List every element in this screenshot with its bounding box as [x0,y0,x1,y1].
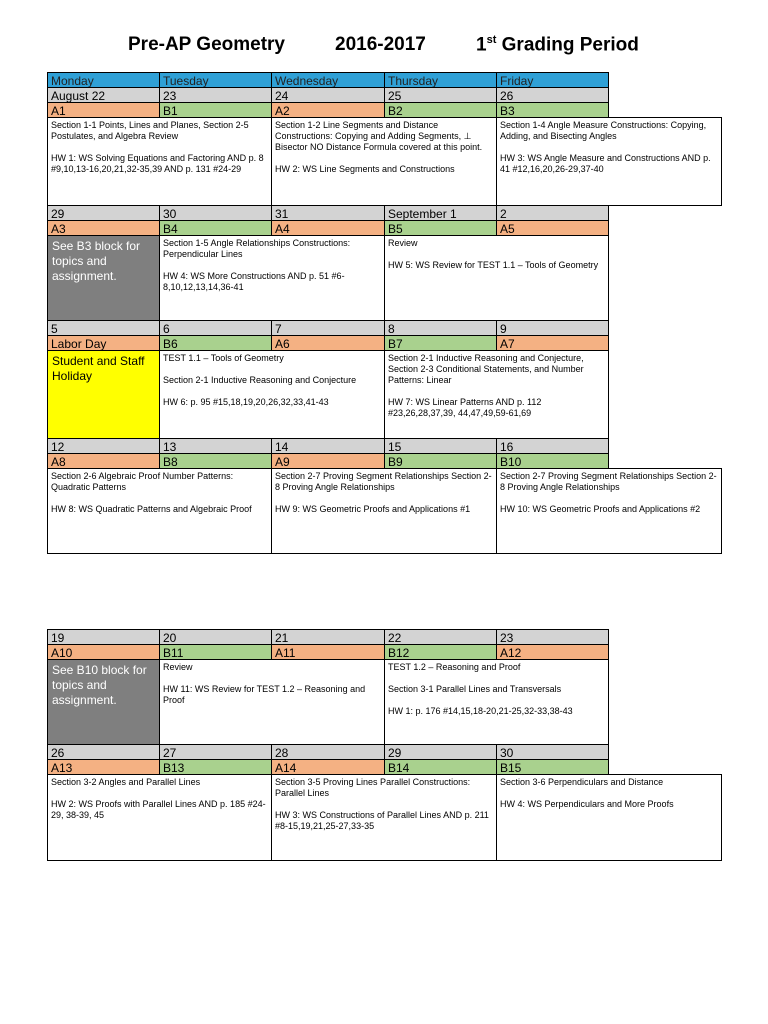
header-wednesday: Wednesday [271,72,385,88]
lesson-topic: Section 1-4 Angle Measure Constructions: Copying, Adding, and Bisecting Angles [500,120,707,141]
block-cell: B8 [159,453,272,469]
lesson-cell [159,350,385,439]
school-year: 2016-2017 [335,34,426,55]
block-cell: A1 [47,102,160,118]
date-cell: 9 [496,320,609,336]
date-cell: 20 [159,629,272,645]
lesson-topic: Section 3-2 Angles and Parallel Lines [51,777,201,787]
block-cell: B1 [159,102,272,118]
date-cell: 21 [271,629,385,645]
date-cell: 28 [271,744,385,760]
date-cell: 26 [496,87,609,103]
lesson-cell [47,117,272,206]
block-cell: B14 [384,759,497,775]
block-cell: A6 [271,335,385,351]
lesson-homework: HW 1: WS Solving Equations and Factoring AND p. 8 #9,10,13-16,20,21,32-35,39 AND p. 131 #24-29 [51,153,264,174]
lesson-homework: HW 6: p. 95 #15,18,19,20,26,32,33,41-43 [163,397,329,407]
date-cell: 24 [271,87,385,103]
lesson-homework: HW 1: p. 176 #14,15,18-20,21-25,32-33,38-43 [388,706,573,716]
block-cell: A13 [47,759,160,775]
course-title: Pre-AP Geometry [128,34,285,55]
lesson-topic: Section 1-5 Angle Relationships Constructions: Perpendicular Lines [163,238,351,259]
lesson-cell [496,774,722,861]
lesson-cell [159,235,385,321]
date-cell: 13 [159,438,272,454]
page-title [0,34,768,62]
lesson-topic: Section 3-1 Parallel Lines and Transversals [388,684,562,694]
lesson-cell [271,468,497,554]
date-cell: 29 [47,205,160,221]
date-cell: 26 [47,744,160,760]
lesson-homework: HW 9: WS Geometric Proofs and Applications #1 [275,504,471,514]
lesson-cell [496,117,722,206]
date-cell: 7 [271,320,385,336]
lesson-topic: Section 2-6 Algebraic Proof Number Patterns: Quadratic Patterns [51,471,234,492]
lesson-topic: Section 2-7 Proving Segment Relationships Section 2-8 Proving Angle Relationships [500,471,717,492]
lesson-topic: Section 1-2 Line Segments and Distance Constructions: Copying and Adding Segments, ⊥ Bisector NO Distance Formula covered at this point. [275,120,483,152]
header-monday: Monday [47,72,160,88]
lesson-homework: HW 3: WS Constructions of Parallel Lines AND p. 211 #8-15,19,21,25-27,33-35 [275,810,489,831]
lesson-homework: HW 8: WS Quadratic Patterns and Algebraic Proof [51,504,252,514]
date-cell: 31 [271,205,385,221]
block-cell: B13 [159,759,272,775]
block-cell: A7 [496,335,609,351]
lesson-cell [271,774,497,861]
block-cell: A12 [496,644,609,660]
header-thursday: Thursday [384,72,497,88]
block-cell: B5 [384,220,497,236]
date-cell: 2 [496,205,609,221]
see-block-note: See B3 block for topics and assignment. [47,235,160,321]
lesson-cell [496,468,722,554]
block-cell: B2 [384,102,497,118]
date-cell: 15 [384,438,497,454]
date-cell: 19 [47,629,160,645]
lesson-topic: Section 2-1 Inductive Reasoning and Conjecture, Section 2-3 Conditional Statements, and Number Patterns: Linear [388,353,584,385]
lesson-homework: HW 4: WS Perpendiculars and More Proofs [500,799,674,809]
block-cell: A9 [271,453,385,469]
lesson-homework: HW 4: WS More Constructions AND p. 51 #6-8,10,12,13,14,36-41 [163,271,345,292]
lesson-topic: Section 1-1 Points, Lines and Planes, Section 2-5 Postulates, and Algebra Review [51,120,249,141]
block-cell: B11 [159,644,272,660]
lesson-homework: HW 2: WS Line Segments and Constructions [275,164,455,174]
block-cell: A14 [271,759,385,775]
lesson-homework: HW 2: WS Proofs with Parallel Lines AND p. 185 #24-29, 38-39, 45 [51,799,266,820]
lesson-homework: HW 10: WS Geometric Proofs and Applications #2 [500,504,701,514]
block-cell: B3 [496,102,609,118]
lesson-topic: TEST 1.2 – Reasoning and Proof [388,662,521,672]
lesson-homework: HW 7: WS Linear Patterns AND p. 112 #23,26,28,37,39, 44,47,49,59-61,69 [388,397,542,418]
date-cell: 22 [384,629,497,645]
block-cell: A2 [271,102,385,118]
lesson-topic: Review [388,238,418,248]
lesson-topic: Review [163,662,193,672]
lesson-cell [271,117,497,206]
date-cell: 12 [47,438,160,454]
lesson-topic: Section 3-6 Perpendiculars and Distance [500,777,664,787]
block-cell: A3 [47,220,160,236]
block-cell: A8 [47,453,160,469]
date-cell: 27 [159,744,272,760]
lesson-cell [384,235,609,321]
date-cell: 5 [47,320,160,336]
block-cell: Labor Day [47,335,160,351]
header-tuesday: Tuesday [159,72,272,88]
date-cell: 16 [496,438,609,454]
block-cell: B6 [159,335,272,351]
header-friday: Friday [496,72,609,88]
see-block-note: See B10 block for topics and assignment. [47,659,160,745]
lesson-cell [47,774,272,861]
block-cell: B12 [384,644,497,660]
lesson-topic: Section 2-1 Inductive Reasoning and Conjecture [163,375,357,385]
date-cell: August 22 [47,87,160,103]
lesson-cell [159,659,385,745]
block-cell: B7 [384,335,497,351]
block-cell: A5 [496,220,609,236]
block-cell: B15 [496,759,609,775]
lesson-cell [384,350,609,439]
block-cell: B10 [496,453,609,469]
date-cell: 23 [159,87,272,103]
lesson-cell [384,659,609,745]
grading-period: 1st Grading Period [476,34,639,56]
block-cell: A11 [271,644,385,660]
lesson-homework: HW 5: WS Review for TEST 1.1 – Tools of Geometry [388,260,599,270]
lesson-homework: HW 3: WS Angle Measure and Constructions AND p. 41 #12,16,20,26-29,37-40 [500,153,711,174]
date-cell: 14 [271,438,385,454]
block-cell: A4 [271,220,385,236]
lesson-topic: Section 2-7 Proving Segment Relationships Section 2-8 Proving Angle Relationships [275,471,492,492]
date-cell: 23 [496,629,609,645]
holiday-note: Student and Staff Holiday [47,350,160,439]
date-cell: September 1 [384,205,497,221]
date-cell: 29 [384,744,497,760]
date-cell: 30 [159,205,272,221]
date-cell: 6 [159,320,272,336]
lesson-cell [47,468,272,554]
block-cell: B4 [159,220,272,236]
block-cell: B9 [384,453,497,469]
date-cell: 25 [384,87,497,103]
date-cell: 8 [384,320,497,336]
lesson-topic: Section 3-5 Proving Lines Parallel Constructions: Parallel Lines [275,777,471,798]
block-cell: A10 [47,644,160,660]
date-cell: 30 [496,744,609,760]
lesson-topic: TEST 1.1 – Tools of Geometry [163,353,284,363]
lesson-homework: HW 11: WS Review for TEST 1.2 – Reasoning and Proof [163,684,366,705]
